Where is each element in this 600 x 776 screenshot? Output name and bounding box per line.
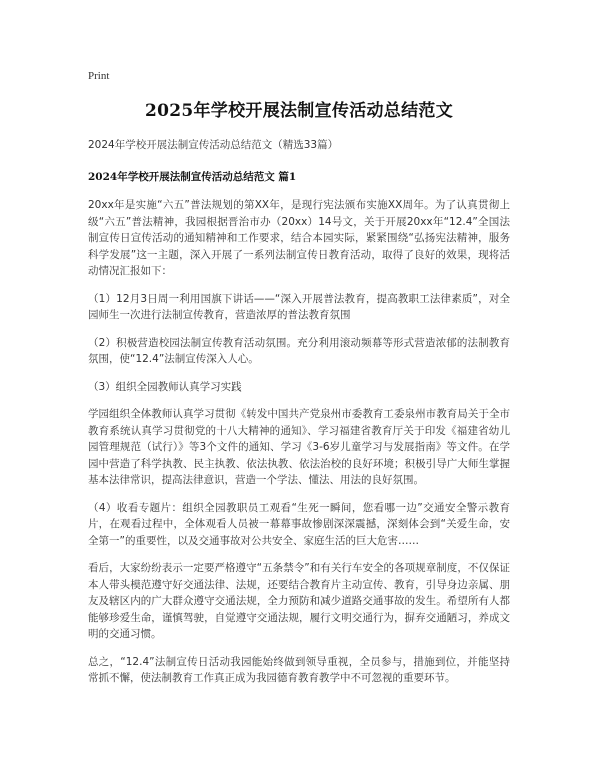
paragraph-item-4: （4）收看专题片：组织全园教职员工观看“生死一瞬间，您看哪一边”交通安全警示教育片，在观看过程中，全体观看人员被一幕幕事故惨剧深深震撼，深刻体会到“关爱生命，安全第一”的重要性，以及交通事故对公共安全、家庭生活的巨大危害…… [88, 501, 510, 547]
paragraph-item-3: （3）组织全园教师认真学习实践 [88, 380, 242, 393]
document-subtitle: 2024年学校开展法制宣传活动总结范文（精选33篇） [88, 139, 339, 151]
paragraph-conclusion: 总之，“12.4”法制宣传日活动我园能始终做到领导重视，全员参与，措施到位，并能坚持常抓不懈，使法制教育工作真正成为我园德育教育教学中不可忽视的重要环节。 [88, 655, 510, 684]
section-heading: 2024年学校开展法制宣传活动总结范文 篇1 [88, 171, 297, 183]
paragraph-study: 学园组织全体教师认真学习贯彻《转发中国共产党泉州市委教育工委泉州市教育局关于全市教育系统认真学习贯彻党的十八大精神的通知》、学习福建省教育厅关于印发《福建省幼儿园管理规范（试行）》等3个文件的通知、学习《3-6岁儿童学习与发展指南》等文件。在学园中营造了科学执教、民主执教、依法执教、依法治校的良好环境；积极引导广大师生掌握基本法律常识，提高法律意识，营造一个学法、懂法、用法的良好氛围。 [88, 408, 510, 486]
paragraph-item-1: （1）12月3日周一利用国旗下讲话——“深入开展普法教育，提高教职工法律素质”，对全园师生一次进行法制宣传教育，营造浓厚的普法教育氛围 [88, 292, 510, 321]
print-link[interactable]: Print [88, 70, 110, 82]
paragraph-intro: 20xx年是实施“六五”普法规划的第XX年，是现行宪法颁布实施XX周年。为了认真贯彻上级“六五”普法精神，我园根据晋治市办（20xx）14号文，关于开展20xx年“12.4”全国法制宣传日宣传活动的通知精神和工作要求，结合本园实际，紧紧围绕“弘扬宪法精神，服务科学发展”这一主题，深入开展了一系列法制宣传日教育活动，取得了良好的效果，现将活动情况汇报如下： [88, 199, 510, 277]
paragraph-reflection: 看后，大家纷纷表示一定要严格遵守“五条禁令”和有关行车安全的各项规章制度，不仅保证本人带头模范遵守好交通法律、法规，还要结合教育片主动宣传、教育，引导身边亲属、朋友及辖区内的广大群众遵守交通法规，全力预防和减少道路交通事故的发生。希望所有人都能够珍爱生命，谨慎驾驶，自觉遵守交通法规，履行文明交通行为，摒弃交通陋习，养成文明的交通习惯。 [88, 562, 510, 640]
paragraph-item-2: （2）积极营造校园法制宣传教育活动氛围。充分利用滚动频幕等形式营造浓郁的法制教育氛围，使“12.4”法制宣传深入人心。 [88, 336, 510, 365]
document-title: 2025年学校开展法制宣传活动总结范文 [144, 101, 453, 121]
